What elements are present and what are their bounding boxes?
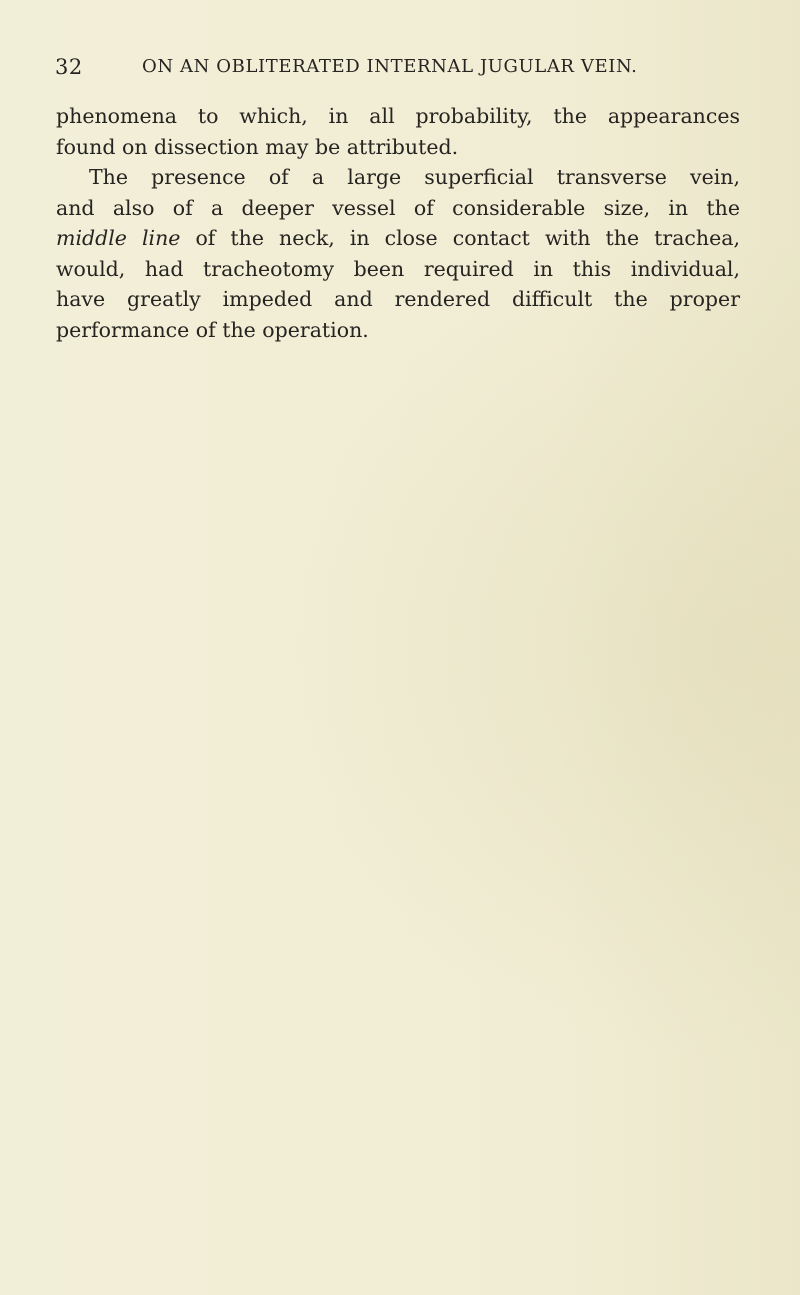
text-line: performance of the operation. (56, 317, 369, 342)
page-number: 32 (55, 55, 83, 79)
running-header (55, 55, 745, 87)
text-line (56, 223, 740, 254)
running-title: ON AN OBLITERATED INTERNAL JUGULAR VEIN. (142, 56, 638, 77)
text-line: would, had tracheotomy been required in this individual, (56, 256, 740, 281)
text-line: phenomena to which, in all probability, the appearances (56, 104, 740, 128)
text-line: found on dissection may be attributed. (56, 134, 459, 159)
paragraph-first-line: The presence of a large superficial transverse vein, (89, 165, 740, 189)
text-line: and also of a deeper vessel of considerable size, in the (56, 195, 740, 220)
text-fragment: of the neck, in close contact with the trachea, (180, 226, 740, 250)
text-line: have greatly impeded and rendered difficult the proper (56, 287, 740, 311)
emphasized-phrase: middle line (56, 226, 181, 250)
body-text (56, 101, 740, 345)
